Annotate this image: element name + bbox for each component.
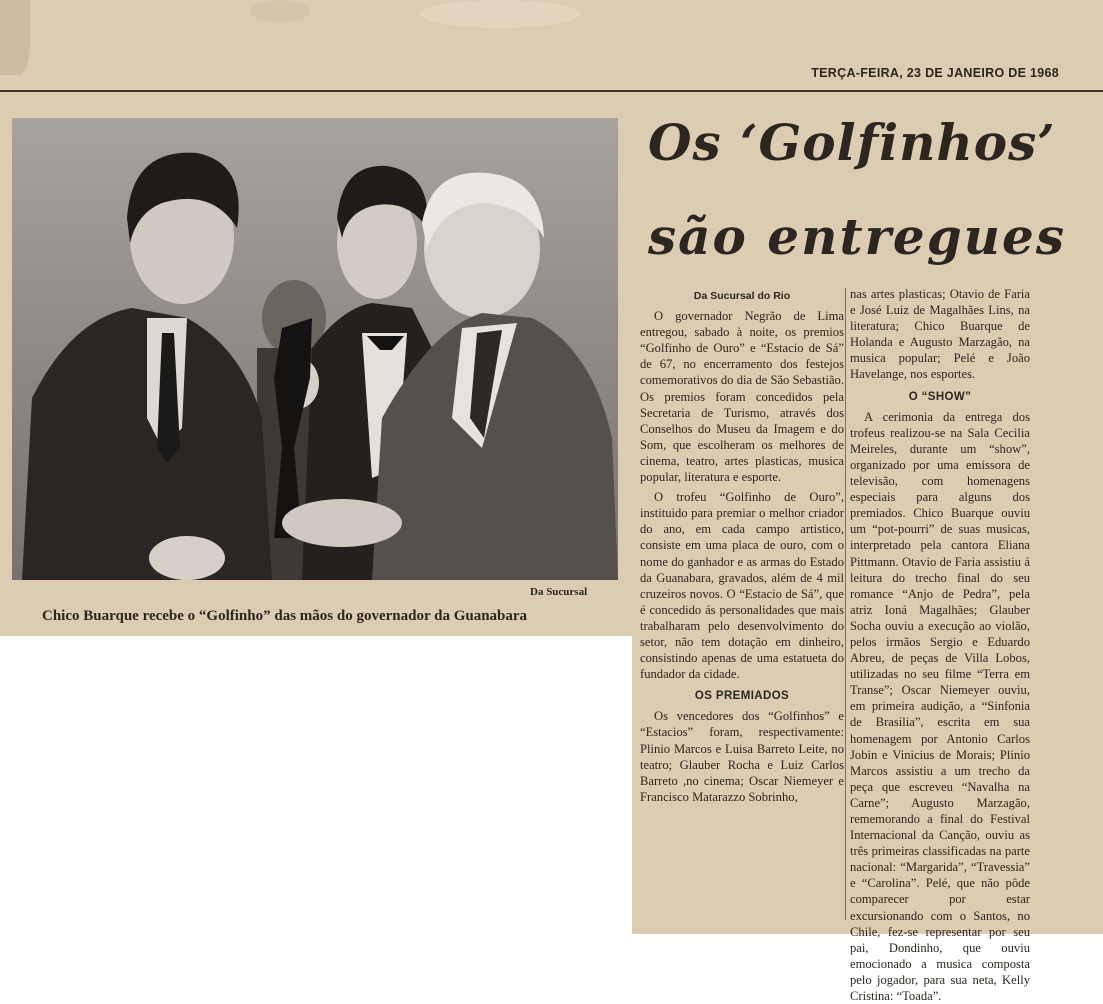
article-paragraph: O trofeu “Golfinho de Ouro”, instituido para premiar o melhor criador do ano, em cada campo artistico, consiste em uma placa de ouro, com o nome do ganhador e as armas do Estado da Guanabara, gravados, além de 4 mil cruzeiros novos. O “Estacio de Sá”, que é concedido ás personalidades que mais trabalharam pelo desenvolvimento do setor, não tem dotação em dinheiro, consistindo apenas de uma estatueta do fundador da cidade. — [640, 490, 844, 682]
subhead-show: O “SHOW” — [908, 390, 972, 403]
paper-stain — [420, 0, 580, 28]
photo-caption: Chico Buarque recebe o “Golfinho” das mãos do governador da Guanabara — [42, 608, 528, 624]
headline-line-1: Os ‘Golfinhos’ — [648, 113, 1056, 172]
subhead-premiados: OS PREMIADOS — [694, 690, 790, 703]
photo-illustration — [12, 118, 618, 580]
article-paragraph: nas artes plasticas; Otavio de Faria e José Luiz de Magalhães Lins, na literatura; Chico Buarque de Holanda e Augusto Marzagão, na musica popular; Pelé e João Havelange, nos esportes. — [850, 287, 1030, 382]
article-paragraph: A cerimonia da entrega dos trofeus realizou-se na Sala Cecilia Meireles, durante um “show”, organizado por uma emissora de televisão, com homenagens especiais para alguns dos premiados. Chico Buarque ouviu um “pot-pourri” de suas musicas, interpretado pela cantora Eliana Pittmann. Otavio de Faria assistiu á leitura do trecho final do seu romance “Anjo de Pedra”, pela atriz Ioná Magalhães; Glauber Socha ouviu a execução ao violão, pelos irmãos Sergio e Eduardo Abreu, de peças de Villa Lobos, utilizadas no seu filme “Terra em Transe”; Oscar Niemeyer ouviu, em primeira audição, a “Sinfonia de Brasilia”, escrita em sua homenagem por Antonio Carlos Jobin e Vinicius de Morais; Plinio Marcos assistiu a um trecho da peça que escreveu “Navalha na Carne”; Augusto Marzagão, rememorando a final do Festival Internacional da Canção, ouviu as três primeiras classificadas na parte nacional: “Margarida”, “Travessia” e “Carolina”. Pelé, que não pôde comparecer por estar excursionando com o Santos, no Chile, fez-se representar por seu pai, Dondinho, que ouviu emocionado a musica composta pelo jogador, para sua neta, Kelly Cristina: “Toada”. — [850, 409, 1030, 1004]
byline: Da Sucursal do Rio — [693, 290, 791, 302]
article-column-left — [640, 286, 844, 805]
headline-line-2: são entregues — [648, 207, 1066, 266]
paper-stain — [0, 0, 30, 75]
header-rule — [0, 90, 1103, 92]
photo-credit: Da Sucursal — [530, 586, 588, 598]
article-paragraph: O governador Negrão de Lima entregou, sabado à noite, os premios “Golfinho de Ouro” e “Estacio de Sá” de 67, no encerramento dos festejos comemorativos do dia de São Sebastião. Os premios foram concedidos pela Secretaria de Turismo, através dos Conselhos do Museu da Imagem e do Som, que escolheram os melhores de cinema, teatro, artes plasticas, musica popular, literatura e esporte. — [640, 309, 844, 485]
article-column-right — [850, 286, 1030, 1004]
news-photo — [12, 118, 618, 580]
dateline: TERÇA-FEIRA, 23 DE JANEIRO DE 1968 — [811, 66, 1059, 80]
column-divider — [845, 288, 846, 920]
article-paragraph: Os vencedores dos “Golfinhos” e “Estacios” foram, respectivamente: Plinio Marcos e Luisa Barreto Leite, no teatro; Glauber Rocha e Luiz Carlos Barreto ,no cinema; Oscar Niemeyer e Francisco Matarazzo Sobrinho, — [640, 709, 844, 804]
paper-stain — [250, 0, 310, 22]
